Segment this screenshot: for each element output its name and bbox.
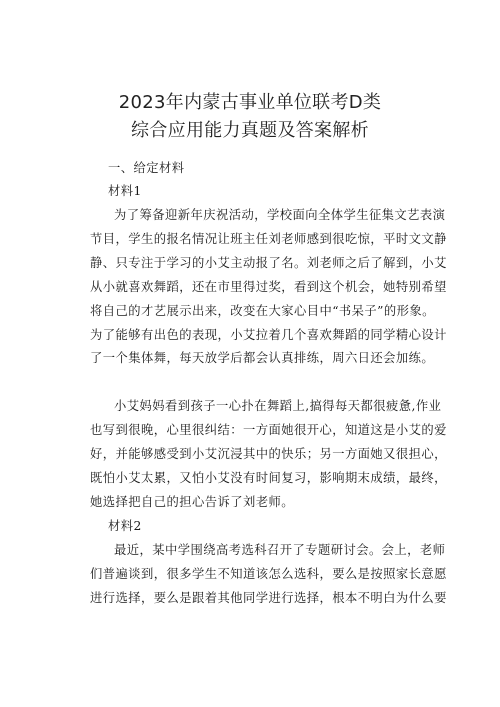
paragraph-line: 进行选择，要么是跟着其他同学进行选择，根本不明白为什么要 [90,591,447,605]
paragraph-line: 将自己的才艺展示出来，改变在大家心目中“书呆子”的形象。 [90,304,435,318]
paragraph-line: 好，并能够感受到小艾沉浸其中的快乐；另一方面她又很担心， [90,447,447,461]
paragraph-line: 她选择把自己的担心告诉了刘老师。 [90,495,294,509]
section-heading: 一、给定材料 [108,161,185,175]
paragraph-line: 最近，某中学围绕高考选科召开了专题研讨会。会上，老师 [114,543,446,557]
paragraph-line: 小艾妈妈看到孩子一心扑在舞蹈上,搞得每天都很疲惫,作业 [114,399,442,413]
material-2-label: 材料2 [108,519,142,533]
document-title-line-2: 综合应用能力真题及答案解析 [131,120,369,141]
paragraph-line: 也写到很晚，心里很纠结：一方面她很开心，知道这是小艾的爱 [90,423,447,437]
paragraph-line: 静、只专注于学习的小艾主动报了名。刘老师之后了解到，小艾 [90,256,447,270]
paragraph-line: 为了能够有出色的表现，小艾拉着几个喜欢舞蹈的同学精心设计 [90,328,447,342]
paragraph-line: 为了筹备迎新年庆祝活动，学校面向全体学生征集文艺表演 [114,208,446,222]
paragraph-line: 们普遍谈到，很多学生不知道该怎么选科，要么是按照家长意愿 [90,567,447,581]
material-1-label: 材料1 [108,184,142,198]
paragraph-line: 节目，学生的报名情况让班主任刘老师感到很吃惊，平时文文静 [90,232,447,246]
paragraph-line: 既怕小艾太累，又怕小艾没有时间复习，影响期末成绩，最终， [90,471,447,485]
paragraph-line: 了一个集体舞，每天放学后都会认真排练，周六日还会加练。 [90,351,435,365]
document-title-line-1: 2023年内蒙古事业单位联考D类 [118,92,382,113]
paragraph-line: 从小就喜欢舞蹈，还在市里得过奖，看到这个机会，她特别希望 [90,280,447,294]
